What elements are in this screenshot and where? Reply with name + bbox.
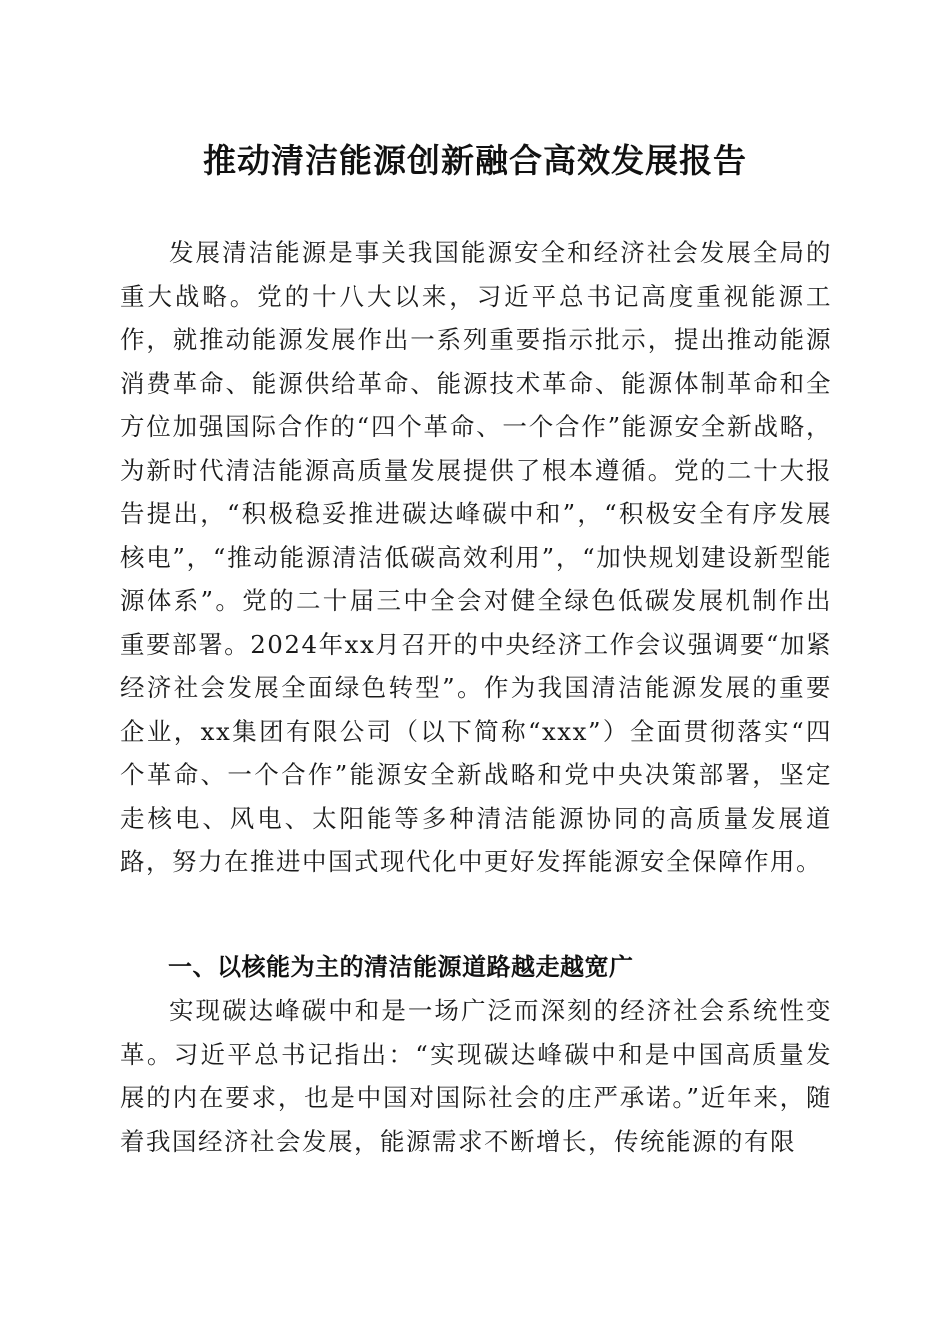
section-heading-1: 一、以核能为主的清洁能源道路越走越宽广 bbox=[168, 953, 634, 981]
paragraph-intro: 发展清洁能源是事关我国能源安全和经济社会发展全局的重大战略。党的十八大以来，习近平总书记高度重视能源工作，就推动能源发展作出一系列重要指示批示，提出推动能源消费革命、能源供给革命、能源技术革命、能源体制革命和全方位加强国际合作的“四个革命、一个合作”能源安全新战略，为新时代清洁能源高质量发展提供了根本遵循。党的二十大报告提出，“积极稳妥推进碳达峰碳中和”，“积极安全有序发展核电”，“推动能源清洁低碳高效利用”，“加快规划建设新型能源体系”。党的二十届三中全会对健全绿色低碳发展机制作出重要部署。2024年xx月召开的中央经济工作会议强调要“加紧经济社会发展全面绿色转型”。作为我国清洁能源发展的重要企业，xx集团有限公司（以下简称“xxx”）全面贯彻落实“四个革命、一个合作”能源安全新战略和党中央决策部署，坚定走核电、风电、太阳能等多种清洁能源协同的高质量发展道路，努力在推进中国式现代化中更好发挥能源安全保障作用。 bbox=[120, 238, 832, 876]
paragraph-section-1: 实现碳达峰碳中和是一场广泛而深刻的经济社会系统性变革。习近平总书记指出：“实现碳达峰碳中和是中国高质量发展的内在要求，也是中国对国际社会的庄严承诺。”近年来，随着我国经济社会发展，能源需求不断增长，传统能源的有限 bbox=[120, 996, 832, 1156]
document-title: 推动清洁能源创新融合高效发展报告 bbox=[203, 141, 747, 180]
